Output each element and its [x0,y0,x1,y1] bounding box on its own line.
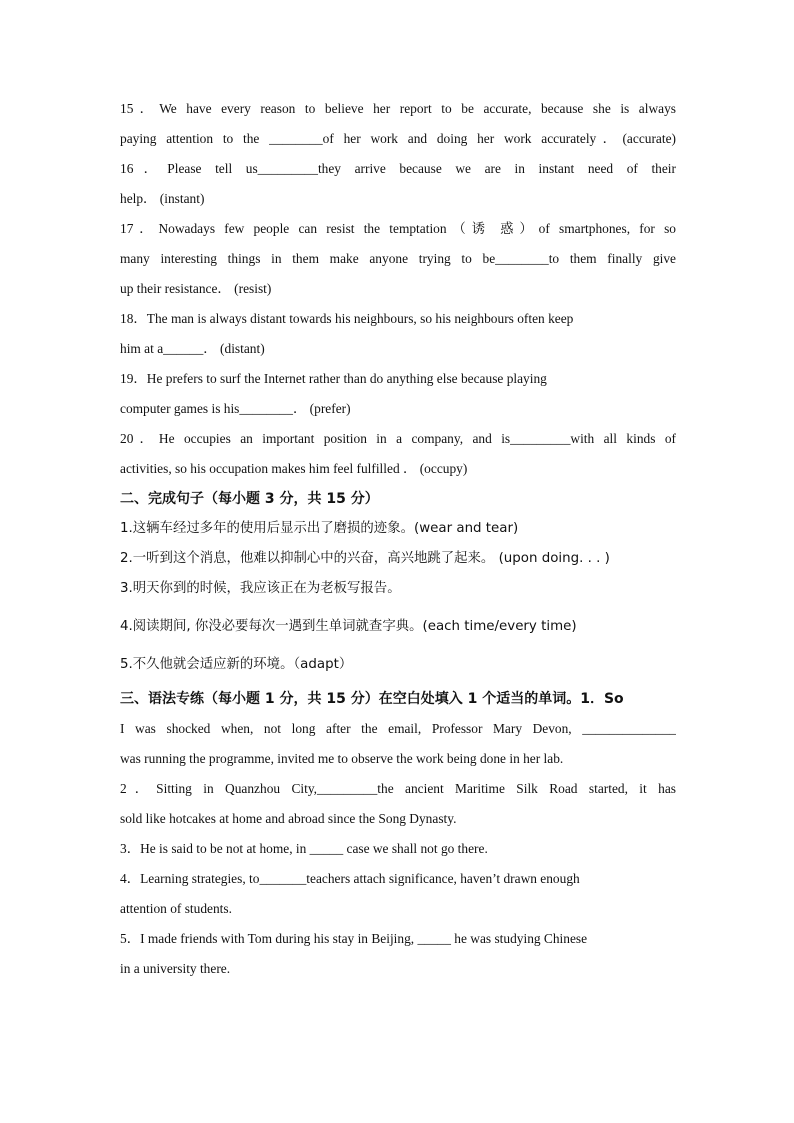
q19-line-2: computer games is his________． (prefer) [120,401,351,416]
translation-item-1: 1.这辆车经过多年的使用后显示出了磨损的迹象。(wear and tear) [120,521,519,536]
section-2-heading: 二、完成句子（每小题 3 分，共 15 分） [120,491,379,507]
worksheet-page [120,94,676,984]
section-3-heading: 三、语法专练（每小题 1 分，共 15 分）在空白处填入 1 个适当的单词。1．So [120,691,624,707]
q20-line-2: activities, so his occupation makes him feel fulfilled ． (occupy) [120,461,468,476]
q17-line-2: many interesting things in them make anyone trying to be________to them finally give [120,251,676,266]
q18-line-2: him at a______． (distant) [120,341,265,356]
q16-line-2: help． (instant) [120,191,205,206]
translation-item-5: 5.不久他就会适应新的环境。（adapt） [120,657,353,672]
q17-line-3: up their resistance． (resist) [120,281,272,296]
q20-line-1: 20．He occupies an important position in a company, and is_________with all kinds of [120,431,676,446]
q15-line-2: paying attention to the ________of her work and doing her work accurately．(accurate) [120,131,676,146]
translation-item-3: 3.明天你到的时候，我应该正在为老板写报告。 [120,581,401,596]
grammar-q2-line-2: sold like hotcakes at home and abroad since the Song Dynasty. [120,811,457,826]
q18-line-1: 18．The man is always distant towards his neighbours, so his neighbours often keep [120,311,574,326]
grammar-q2-line-1: 2．Sitting in Quanzhou City,_________the ancient Maritime Silk Road started, it has [120,781,676,796]
grammar-q4-line-2: attention of students. [120,901,232,916]
grammar-q4-line-1: 4．Learning strategies, to_______teachers attach significance, haven’t drawn enough [120,871,580,886]
translation-item-2: 2.一听到这个消息，他难以抑制心中的兴奋，高兴地跳了起来。 (upon doing. . . ) [120,551,610,566]
q16-line-1: 16．Please tell us_________they arrive because we are in instant need of their [120,161,676,176]
q17-line-1: 17．Nowadays few people can resist the temptation（诱 惑）of smartphones, for so [120,221,676,236]
grammar-q1-line-1: I was shocked when, not long after the email, Professor Mary Devon, ______________ [120,721,676,736]
grammar-q5-line-2: in a university there. [120,961,231,976]
grammar-q1-line-2: was running the programme, invited me to observe the work being done in her lab. [120,751,564,766]
q15-line-1: 15．We have every reason to believe her report to be accurate, because she is always [120,101,676,116]
grammar-q3-line: 3．He is said to be not at home, in _____ case we shall not go there. [120,841,488,856]
grammar-q5-line-1: 5．I made friends with Tom during his stay in Beijing, _____ he was studying Chinese [120,931,588,946]
q19-line-1: 19．He prefers to surf the Internet rather than do anything else because playing [120,371,547,386]
translation-item-4: 4.阅读期间, 你没必要每次一遇到生单词就查字典。(each time/every time) [120,619,577,634]
